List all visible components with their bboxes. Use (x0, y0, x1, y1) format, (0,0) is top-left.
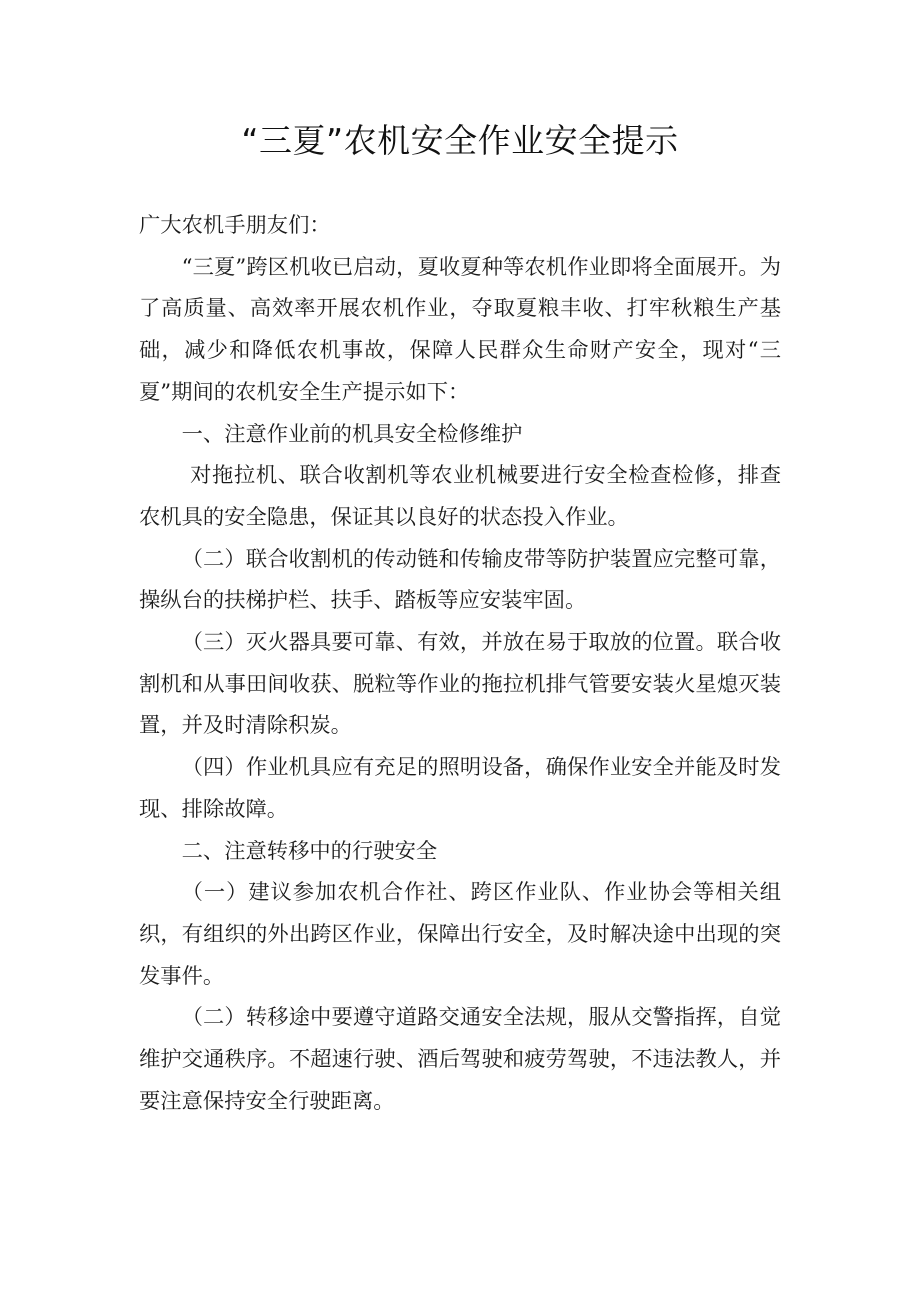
section-2-paragraph-2: （二）转移途中要遵守道路交通安全法规，服从交警指挥，自觉维护交通秩序。不超速行驶、酒后驾驶和疲劳驾驶，不违法教人，并要注意保持安全行驶距离。 (139, 1005, 781, 1114)
document-body (139, 205, 781, 1122)
intro-paragraph: “三夏”跨区机收已启动，夏收夏种等农机作业即将全面展开。为了高质量、高效率开展农机作业，夺取夏粮丰收、打牢秋粮生产基础，减少和降低农机事故，保障人民群众生命财产安全，现对“三夏”期间的农机安全生产提示如下： (139, 254, 781, 405)
section-1-heading: 一、注意作业前的机具安全检修维护 (181, 421, 523, 447)
section-2-paragraph-1: （一）建议参加农机合作社、跨区作业队、作业协会等相关组织，有组织的外出跨区作业，保障出行安全，及时解决途中出现的突发事件。 (139, 880, 781, 989)
section-1-paragraph-1: 对拖拉机、联合收割机等农业机械要进行安全检查检修，排查农机具的安全隐患，保证其以良好的状态投入作业。 (139, 463, 781, 530)
section-1-paragraph-4: （四）作业机具应有充足的照明设备，确保作业安全并能及时发现、排除故障。 (139, 755, 781, 822)
salutation: 广大农机手朋友们： (139, 213, 331, 238)
section-2-heading: 二、注意转移中的行驶安全 (181, 838, 438, 864)
section-1-paragraph-3: （三）灭火器具要可靠、有效，并放在易于取放的位置。联合收割机和从事田间收获、脱粒等作业的拖拉机排气管要安装火星熄灭装置，并及时清除积炭。 (139, 630, 781, 739)
document-title: “三夏”农机安全作业安全提示 (241, 121, 679, 160)
section-1-paragraph-2: （二）联合收割机的传动链和传输皮带等防护装置应完整可靠，操纵台的扶梯护栏、扶手、踏板等应安装牢固。 (139, 546, 781, 614)
